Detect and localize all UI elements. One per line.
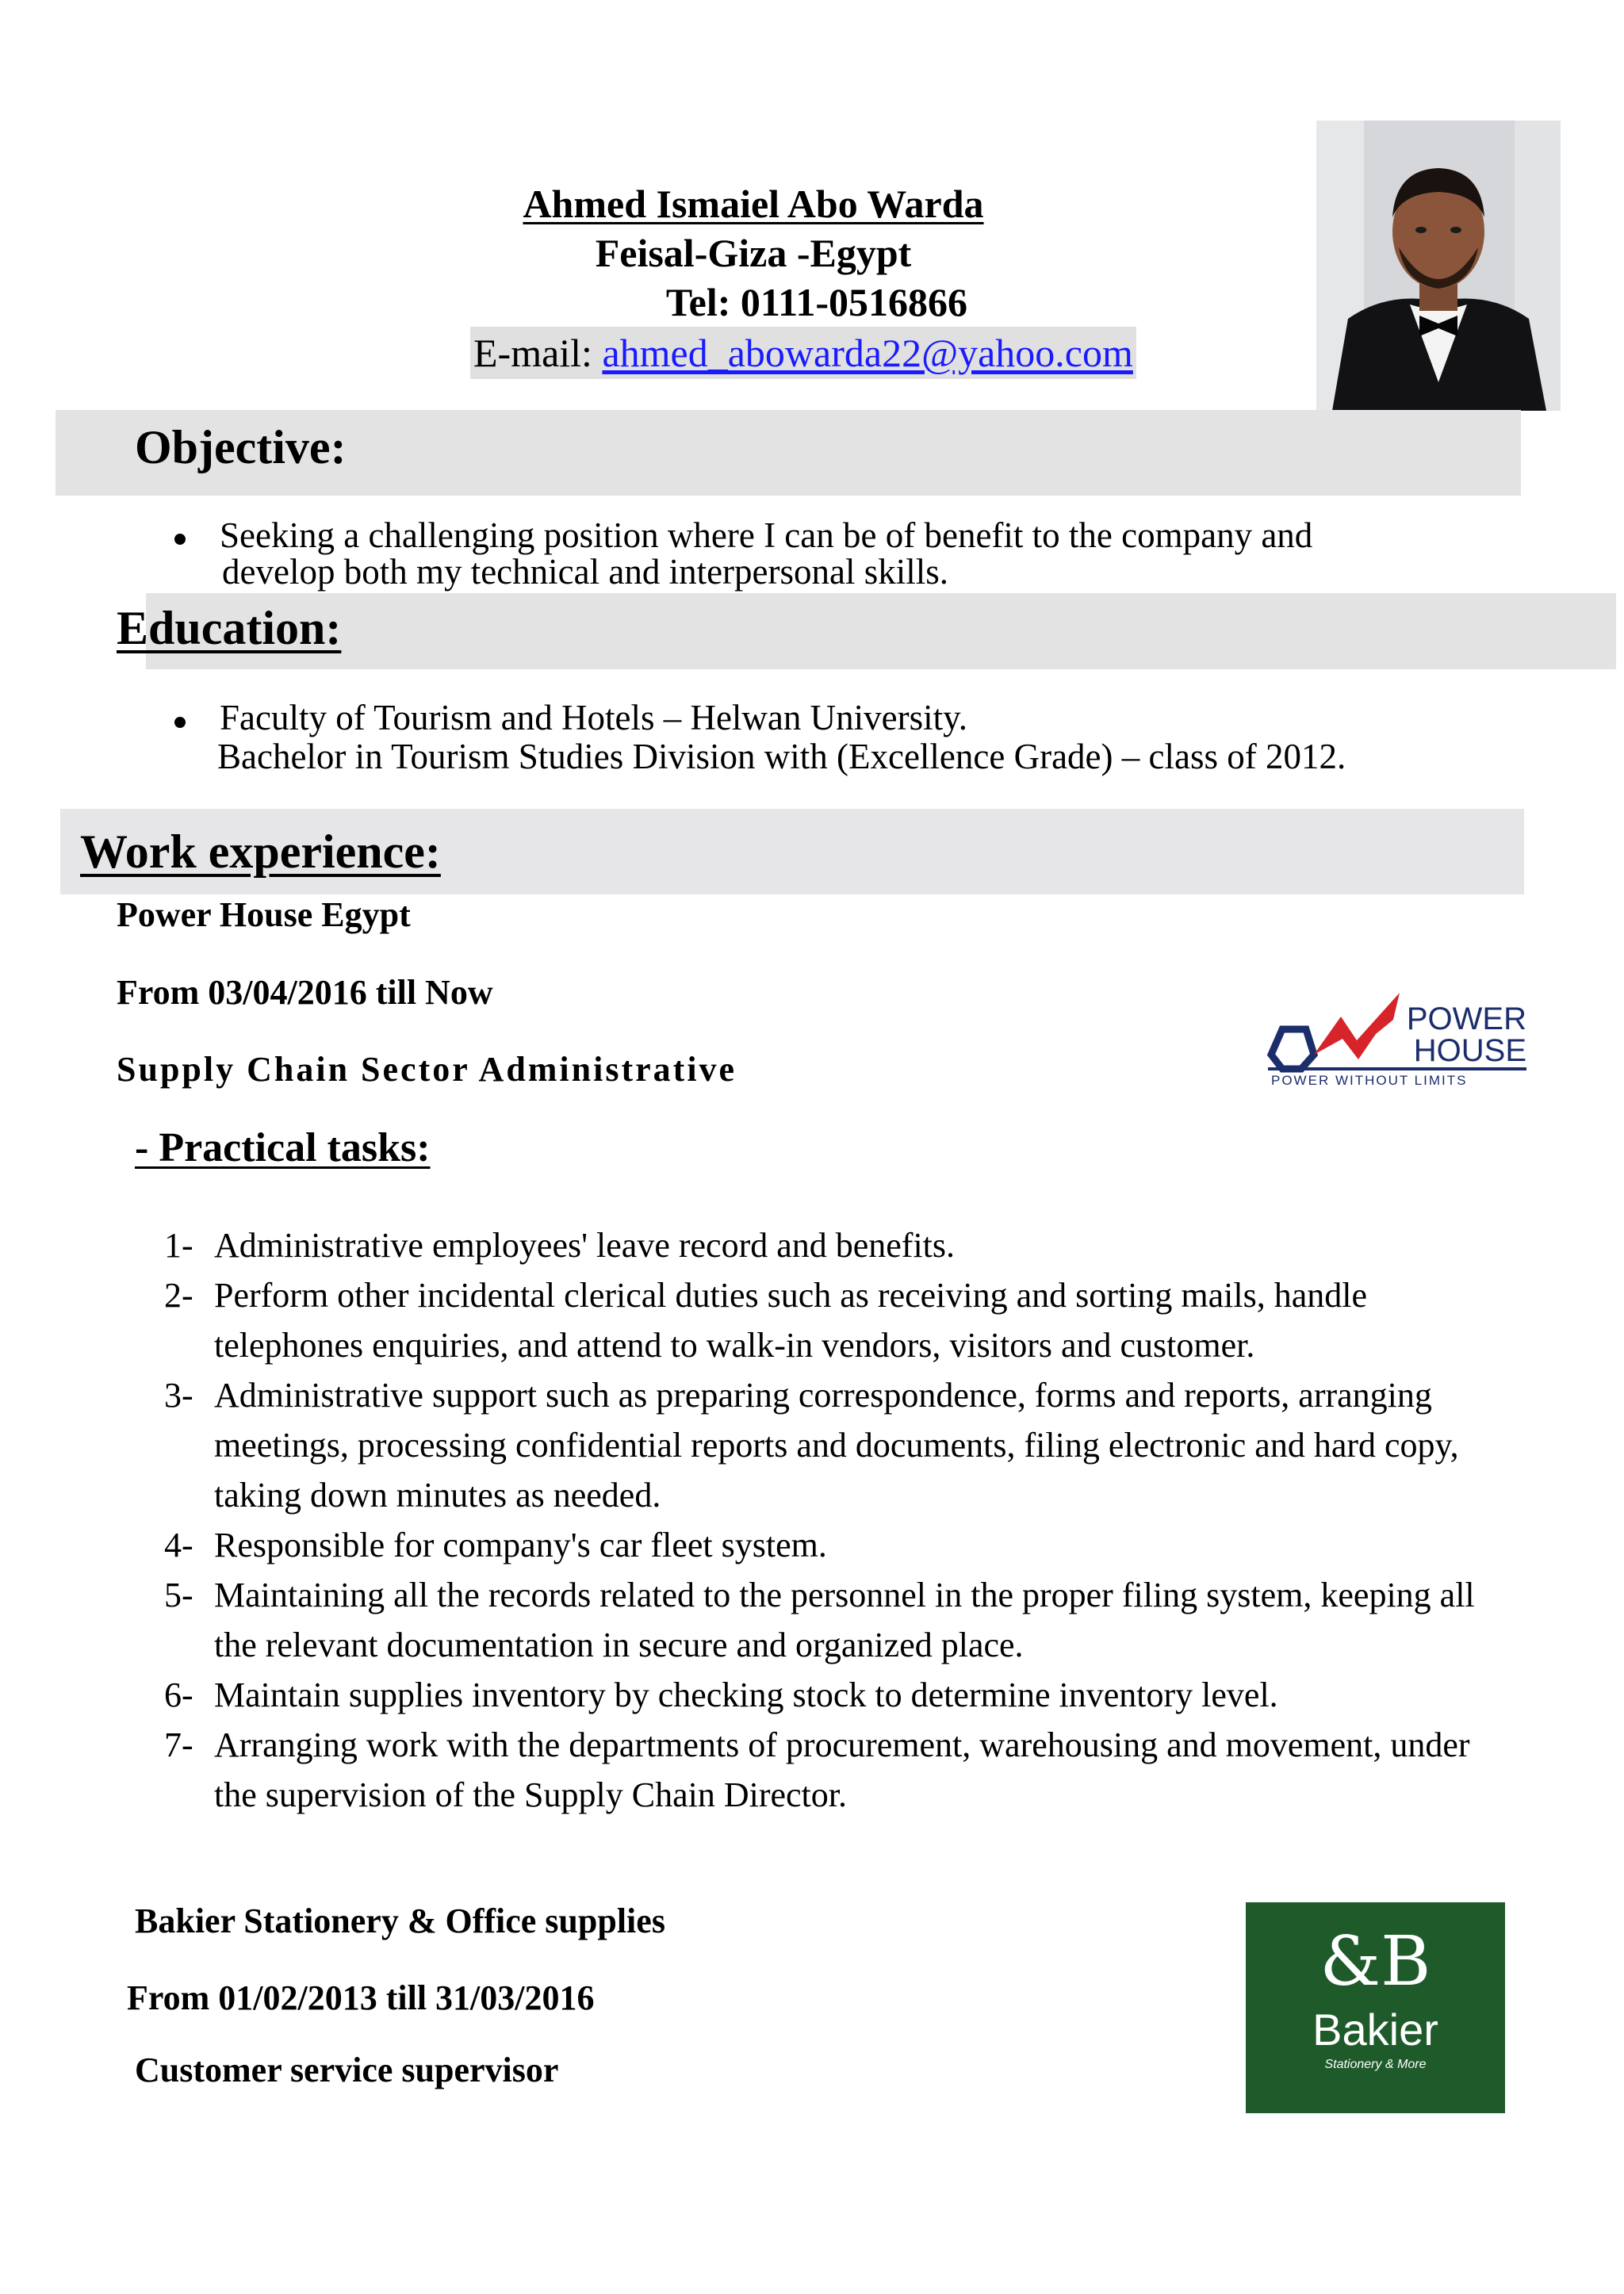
education-line-1: Faculty of Tourism and Hotels – Helwan University. — [220, 698, 967, 737]
task-3-line-1: Administrative support such as preparing correspondence, forms and reports, arranging — [214, 1376, 1432, 1415]
task-2-line-2: telephones enquiries, and attend to walk-in vendors, visitors and customer. — [214, 1326, 1255, 1365]
bolt-icon — [1314, 993, 1400, 1059]
bakier-logo — [1246, 1902, 1505, 2113]
task-7-number: 7- — [164, 1725, 193, 1764]
task-4-line-1: Responsible for company's car fleet system. — [214, 1526, 827, 1564]
email-link[interactable]: ahmed_abowarda22@yahoo.com — [602, 331, 1133, 375]
task-2-line-1: Perform other incidental clerical duties such as receiving and sorting mails, handle — [214, 1276, 1367, 1315]
task-3-line-3: taking down minutes as needed. — [214, 1476, 661, 1515]
bullet-icon — [174, 534, 186, 545]
objective-line-2: develop both my technical and interpersonal skills. — [222, 552, 949, 592]
tel-value: : 0111-0516866 — [717, 280, 968, 324]
job-1-period: From 03/04/2016 till Now — [117, 973, 493, 1012]
logo-line2: HOUSE — [1413, 1033, 1526, 1068]
bakier-monogram: &B — [1320, 1922, 1431, 2001]
task-5-number: 5- — [164, 1576, 193, 1614]
task-1-number: 1- — [164, 1226, 193, 1265]
logo-line1: POWER — [1406, 1001, 1526, 1036]
task-3-number: 3- — [164, 1376, 193, 1415]
power-house-logo — [1265, 983, 1530, 1090]
job-2-role: Customer service supervisor — [135, 2051, 559, 2089]
objective-title: Objective: — [135, 421, 347, 473]
tel-label: Tel — [665, 280, 718, 324]
house-outline-icon — [1271, 1029, 1314, 1069]
task-6-number: 6- — [164, 1676, 193, 1714]
education-band — [146, 593, 1616, 669]
education-title: Education: — [117, 602, 342, 654]
email-row — [470, 327, 1136, 379]
bakier-brand: Bakier — [1312, 2005, 1438, 2055]
bullet-icon — [174, 717, 186, 728]
task-5-line-2: the relevant documentation in secure and organized place. — [214, 1626, 1024, 1664]
task-5-line-1: Maintaining all the records related to the personnel in the proper filing system, keeping all — [214, 1576, 1475, 1614]
portrait-image — [1316, 121, 1561, 411]
job-1-role: Supply Chain Sector Administrative — [117, 1050, 737, 1089]
profile-photo — [1316, 121, 1561, 411]
work-experience-title: Work experience: — [80, 825, 441, 878]
candidate-name: Ahmed Ismaiel Abo Warda — [523, 182, 984, 226]
address: Feisal-Giza -Egypt — [595, 231, 912, 275]
logo-tagline: POWER WITHOUT LIMITS — [1271, 1073, 1468, 1088]
task-3-line-2: meetings, processing confidential reports and documents, filing electronic and hard copy, — [214, 1426, 1459, 1465]
task-7-line-2: the supervision of the Supply Chain Director. — [214, 1775, 847, 1814]
practical-tasks-title: - Practical tasks: — [135, 1125, 431, 1170]
job-2-company: Bakier Stationery & Office supplies — [135, 1901, 665, 1940]
task-1-line-1: Administrative employees' leave record and benefits. — [214, 1226, 956, 1265]
telephone — [0, 279, 1507, 325]
task-4-number: 4- — [164, 1526, 193, 1564]
bakier-tagline: Stationery & More — [1324, 2058, 1427, 2071]
task-2-number: 2- — [164, 1276, 193, 1315]
objective-line-1: Seeking a challenging position where I can be of benefit to the company and — [220, 515, 1313, 555]
education-line-2: Bachelor in Tourism Studies Division with (Excellence Grade) – class of 2012. — [217, 737, 1346, 776]
email-label: E-mail: — [473, 331, 603, 375]
task-6-line-1: Maintain supplies inventory by checking stock to determine inventory level. — [214, 1676, 1278, 1714]
job-2-period: From 01/02/2013 till 31/03/2016 — [127, 1978, 595, 2017]
task-7-line-1: Arranging work with the departments of procurement, warehousing and movement, under — [214, 1725, 1470, 1764]
job-1-company: Power House Egypt — [117, 895, 411, 934]
